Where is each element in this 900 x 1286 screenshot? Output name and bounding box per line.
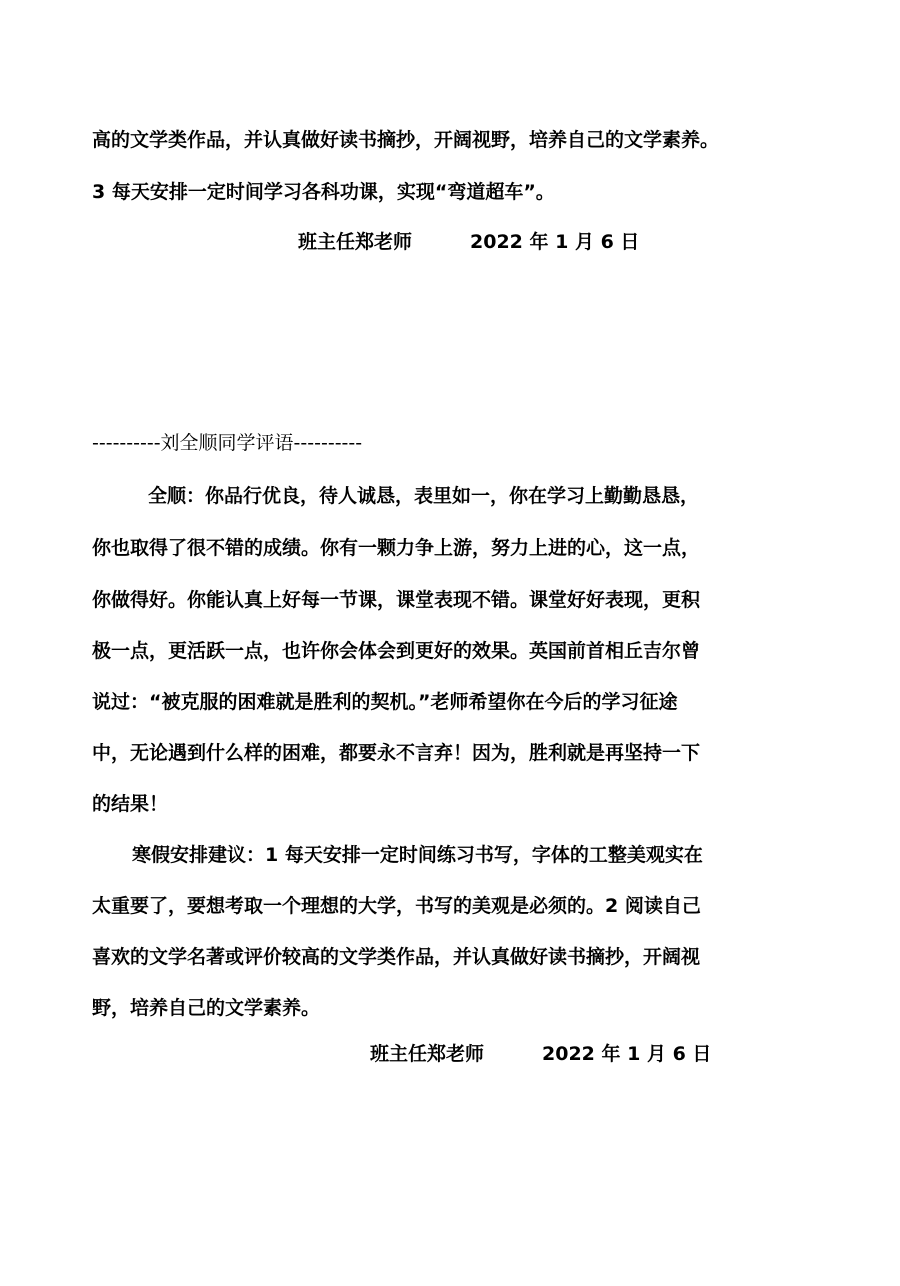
signature [298, 229, 639, 255]
advice-line: 寒假安排建议：1 每天安排一定时间练习书写，字体的工整美观实在 [132, 844, 703, 866]
comment-line: 你做得好。你能认真上好每一节课，课堂表现不错。课堂好好表现，更积 [92, 589, 701, 611]
signature-date: 2022 年 1 月 6 日 [542, 1043, 712, 1065]
advice-line: 喜欢的文学名著或评价较高的文学类作品，并认真做好读书摘抄，开阔视 [92, 946, 701, 968]
signature [370, 1041, 711, 1067]
comment-line: 你也取得了很不错的成绩。你有一颗力争上游，努力上进的心，这一点， [92, 537, 701, 559]
comment-line: 说过：“被克服的困难就是胜利的契机。”老师希望你在今后的学习征途 [92, 691, 678, 713]
advice-line: 野，培养自己的文学素养。 [92, 997, 321, 1019]
comment-line: 极一点，更活跃一点，也许你会体会到更好的效果。英国前首相丘吉尔曾 [92, 640, 701, 662]
comment-line: 中，无论遇到什么样的困难，都要永不言弃！因为，胜利就是再坚持一下 [92, 742, 701, 764]
teacher-name: 班主任郑老师 [370, 1043, 485, 1065]
signature-date: 2022 年 1 月 6 日 [470, 231, 640, 253]
comment-line: 的结果！ [92, 793, 169, 815]
student-comment-title: ----------刘全顺同学评语---------- [92, 432, 363, 454]
comment-line: 全顺：你品行优良，待人诚恳，表里如一，你在学习上勤勤恳恳， [148, 485, 700, 507]
paragraph-line: 高的文学类作品，并认真做好读书摘抄，开阔视野，培养自己的文学素养。 [92, 129, 720, 151]
advice-line: 太重要了，要想考取一个理想的大学，书写的美观是必须的。2 阅读自己 [92, 895, 701, 917]
teacher-name: 班主任郑老师 [298, 231, 413, 253]
paragraph-line: 3 每天安排一定时间学习各科功课，实现“弯道超车”。 [92, 181, 555, 203]
